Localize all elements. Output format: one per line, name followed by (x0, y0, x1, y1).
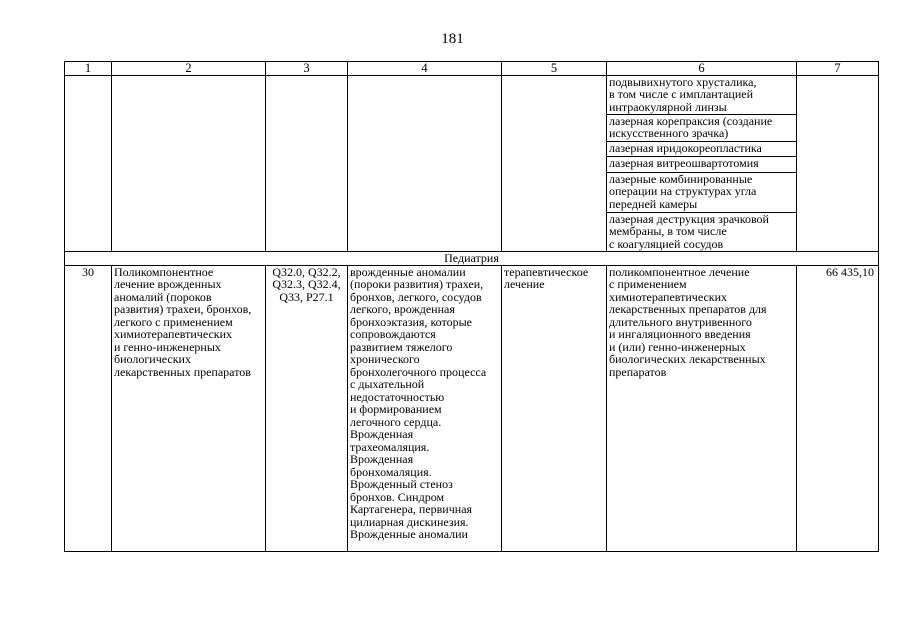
col-header-5: 5 (502, 62, 607, 76)
cont-cell-5 (502, 75, 607, 251)
section-row (65, 251, 879, 265)
continuation-row (65, 75, 879, 251)
medical-care-table (64, 61, 879, 552)
cont-cell-1 (65, 75, 112, 251)
method-item: лазерная корепраксия (создание искусственного зрачка) (607, 115, 796, 142)
page-number: 181 (441, 31, 464, 47)
method-item: лазерная деструкция зрачковой мембраны, в том числе с коагуляцией сосудов (609, 211, 769, 251)
method-item: лазерные комбинированные операции на структурах угла передней камеры (607, 173, 796, 213)
col-header-2: 2 (112, 62, 266, 76)
treatment-type: терапевтическое лечение (502, 265, 607, 551)
cont-cell-7 (797, 75, 879, 251)
care-type-name: Поликомпонентное лечение врожденных аномалий (пороков развития) трахеи, бронхов, легкого с применением химиотерапевтических и генно-инженерных биологических лекарственных препаратов (112, 265, 266, 551)
cont-cell-2 (112, 75, 266, 251)
col-header-3: 3 (266, 62, 348, 76)
method-item: подвывихнутого хрусталика, в том числе с имплантацией интраокулярной линзы (607, 76, 796, 115)
cont-methods-cell (607, 75, 797, 251)
cont-cell-4 (348, 75, 502, 251)
cont-cell-3 (266, 75, 348, 251)
col-header-4: 4 (348, 62, 502, 76)
icd-codes: Q32.0, Q32.2, Q32.3, Q32.4, Q33, P27.1 (266, 265, 348, 551)
treatment-method: поликомпонентное лечение с применением химиотерапевтических лекарственных препаратов для длительного внутривенного и ингаляционного введения и (или) генно-инженерных биологических лекарственных препаратов (607, 265, 797, 551)
patient-model: врожденные аномалии (пороки развития) трахеи, бронхов, легкого, сосудов легкого, врожденная бронхоэктазия, которые сопровождаются развитием тяжелого хронического бронхолегочного процесса с дыхательной недостаточностью и формированием легочного сердца. Врожденная трахеомаляция. Врожденная бронхомаляция. Врожденный стеноз бронхов. Синдром Картагенера, первичная цилиарная дискинезия. Врожденные аномалии (348, 265, 502, 551)
column-number-row (65, 62, 879, 76)
cost-value: 66 435,10 (797, 265, 879, 551)
method-item: лазерная иридокореопластика (607, 142, 796, 157)
row-30 (65, 265, 879, 551)
section-title: Педиатрия (65, 251, 879, 265)
col-header-6: 6 (607, 62, 797, 76)
col-header-7: 7 (797, 62, 879, 76)
row-number: 30 (65, 265, 112, 551)
method-item: лазерная витреошвартотомия (607, 157, 796, 173)
col-header-1: 1 (65, 62, 112, 76)
